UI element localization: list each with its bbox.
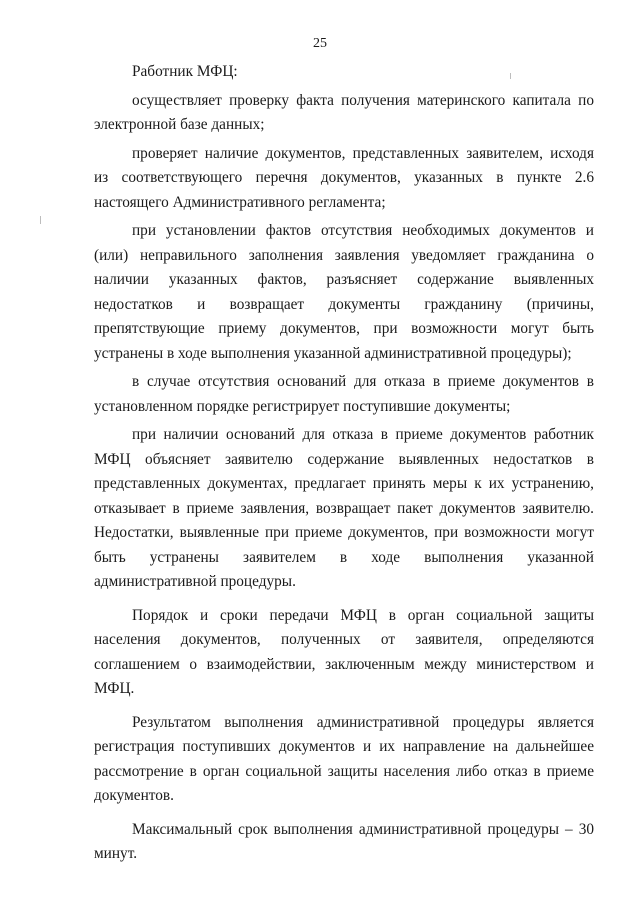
paragraph-5: при наличии оснований для отказа в приеме документов работник МФЦ объясняет заявителю содержание выявленных недостатков в представленных документах, предлагает принять меры к их устранению, отказывает в приеме заявления, возвращает пакет документов заявителю. Недостатки, выявленные при приеме документов, при возможности могут быть устранены заявителем в ходе выполнения указанной административной процедуры. (94, 426, 594, 590)
section-heading: Работник МФЦ: (132, 63, 238, 80)
scan-artifact-right (510, 73, 511, 79)
paragraph-1: осуществляет проверку факта получения материнского капитала по электронной базе данных; (94, 91, 594, 133)
paragraph-7: Результатом выполнения административной процедуры является регистрация поступивших документов и их направление на дальнейшее рассмотрение в орган социальной защиты населения либо отказ в приеме документов. (94, 713, 594, 804)
paragraph-2: проверяет наличие документов, представленных заявителем, исходя из соответствующего перечня документов, указанных в пункте 2.6 настоящего Административного регламента; (94, 144, 594, 211)
paragraph-4: в случае отсутствия оснований для отказа в приеме документов в установленном порядке регистрирует поступившие документы; (94, 373, 594, 415)
page-number: 25 (313, 36, 327, 51)
document-body (94, 60, 594, 867)
paragraph-3: при установлении фактов отсутствия необходимых документов и (или) неправильного заполнения заявления уведомляет гражданина о наличии указанных фактов, разъясняет содержание выявленных недостатков и возвращает документы гражданину (причины, препятствующие приему документов, при возможности могут быть устранены в ходе выполнения указанной административной процедуры); (94, 222, 594, 362)
paragraph-8: Максимальный срок выполнения административной процедуры – 30 минут. (94, 820, 594, 862)
scan-artifact-left (40, 216, 41, 224)
paragraph-6: Порядок и сроки передачи МФЦ в орган социальной защиты населения документов, полученных от заявителя, определяются соглашением о взаимодействии, заключенным между министерством и МФЦ. (94, 606, 594, 697)
